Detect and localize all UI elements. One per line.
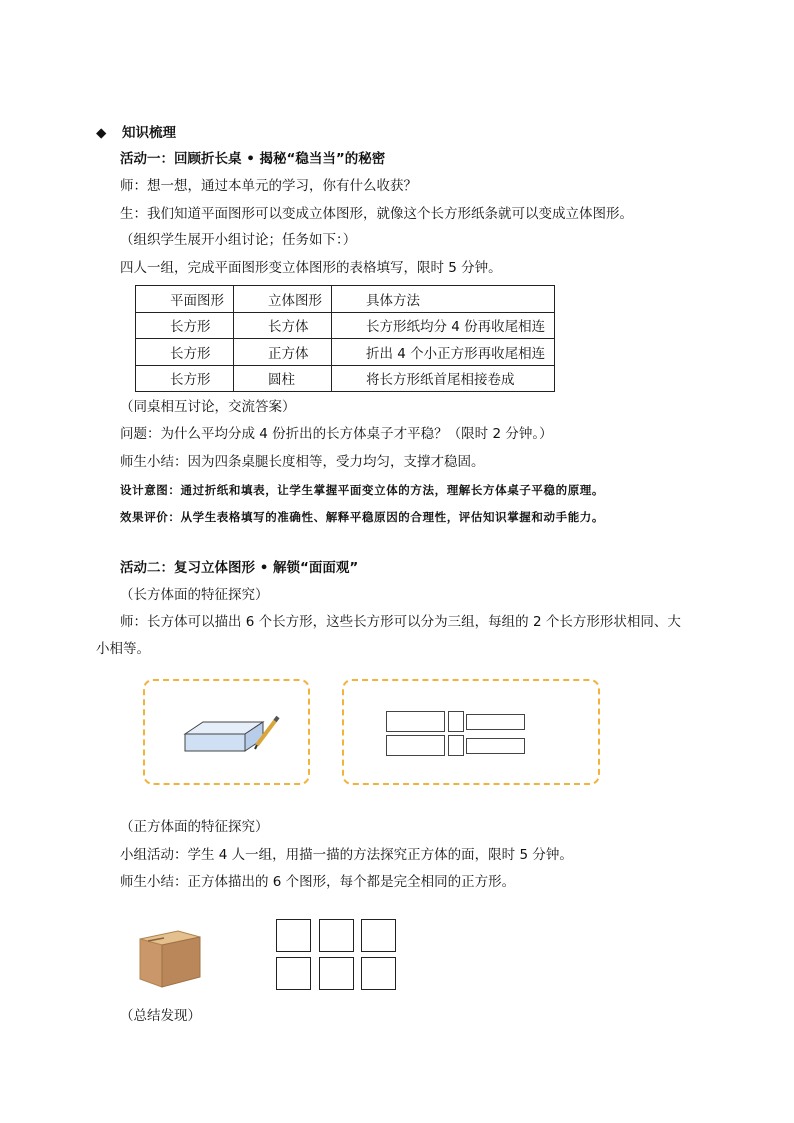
table-cell: 折出 4 个小正方形再收尾相连 xyxy=(332,339,555,366)
face-rectangle xyxy=(466,714,525,730)
table-row xyxy=(136,339,555,366)
organize-note: （组织学生展开小组讨论；任务如下：） xyxy=(120,232,357,248)
conclusion-note: （总结发现） xyxy=(120,1008,201,1024)
table-header-row xyxy=(136,286,555,313)
cuboid-text: 师：长方体可以描出 6 个长方形，这些长方形可以分为三组，每组的 2 个长方形形状相同、大 xyxy=(120,614,681,630)
square-face xyxy=(361,957,396,990)
cuboid-text-continued: 小相等。 xyxy=(96,641,150,657)
square-face xyxy=(361,919,396,952)
design-intent: 设计意图：通过折纸和填表，让学生掌握平面变立体的方法，理解长方体桌子平稳的原理。 xyxy=(120,483,604,497)
cuboid-faces-box xyxy=(342,679,600,785)
student-answer: 生：我们知道平面图形可以变成立体图形，就像这个长方形纸条就可以变成立体图形。 xyxy=(120,206,633,222)
activity2-title: 活动二：复习立体图形 • 解锁“面面观” xyxy=(120,560,359,576)
square-face xyxy=(276,957,311,990)
table-cell: 正方体 xyxy=(234,339,332,366)
table-header-cell: 平面图形 xyxy=(136,286,234,313)
task-text: 四人一组，完成平面图形变立体图形的表格填写，限时 5 分钟。 xyxy=(120,260,502,276)
face-rectangle xyxy=(386,711,445,732)
teacher-question: 师：想一想，通过本单元的学习，你有什么收获？ xyxy=(120,178,417,194)
table-cell: 圆柱 xyxy=(234,365,332,392)
section-marker: ◆ xyxy=(96,125,107,141)
face-rectangle xyxy=(386,735,445,756)
cube-summary: 师生小结：正方体描出的 6 个图形，每个都是完全相同的正方形。 xyxy=(120,874,516,890)
face-rectangle xyxy=(448,735,464,756)
square-face xyxy=(319,957,354,990)
square-face xyxy=(319,919,354,952)
cardboard-cube-image xyxy=(130,917,210,997)
table-cell: 长方形 xyxy=(136,339,234,366)
section-title: 知识梳理 xyxy=(122,125,176,141)
table-row xyxy=(136,312,555,339)
table-header-cell: 具体方法 xyxy=(332,286,555,313)
table-cell: 长方体 xyxy=(234,312,332,339)
cuboid-heading: （长方体面的特征探究） xyxy=(120,587,269,603)
table-row xyxy=(136,365,555,392)
table-cell: 长方形 xyxy=(136,312,234,339)
face-rectangle xyxy=(466,738,525,754)
activity1-title: 活动一：回顾折长桌 • 揭秘“稳当当”的秘密 xyxy=(120,151,386,167)
cuboid-illustration-box xyxy=(143,679,310,785)
cube-heading: （正方体面的特征探究） xyxy=(120,819,269,835)
discuss-note: （同桌相互讨论，交流答案） xyxy=(120,399,296,415)
summary-text: 师生小结：因为四条桌腿长度相等，受力均匀，支撑才稳固。 xyxy=(120,454,485,470)
evaluation-text: 效果评价：从学生表格填写的准确性、解释平稳原因的合理性，评估知识掌握和动手能力。 xyxy=(120,510,604,524)
square-face xyxy=(276,919,311,952)
question-text: 问题：为什么平均分成 4 份折出的长方体桌子才平稳？（限时 2 分钟。） xyxy=(120,426,553,442)
group-activity: 小组活动：学生 4 人一组，用描一描的方法探究正方体的面，限时 5 分钟。 xyxy=(120,847,573,863)
shape-table xyxy=(135,285,555,392)
table-cell: 长方形 xyxy=(136,365,234,392)
cuboid-with-pencil-image xyxy=(145,681,308,783)
table-cell: 将长方形纸首尾相接卷成 xyxy=(332,365,555,392)
table-cell: 长方形纸均分 4 份再收尾相连 xyxy=(332,312,555,339)
table-header-cell: 立体图形 xyxy=(234,286,332,313)
face-rectangle xyxy=(448,711,464,732)
